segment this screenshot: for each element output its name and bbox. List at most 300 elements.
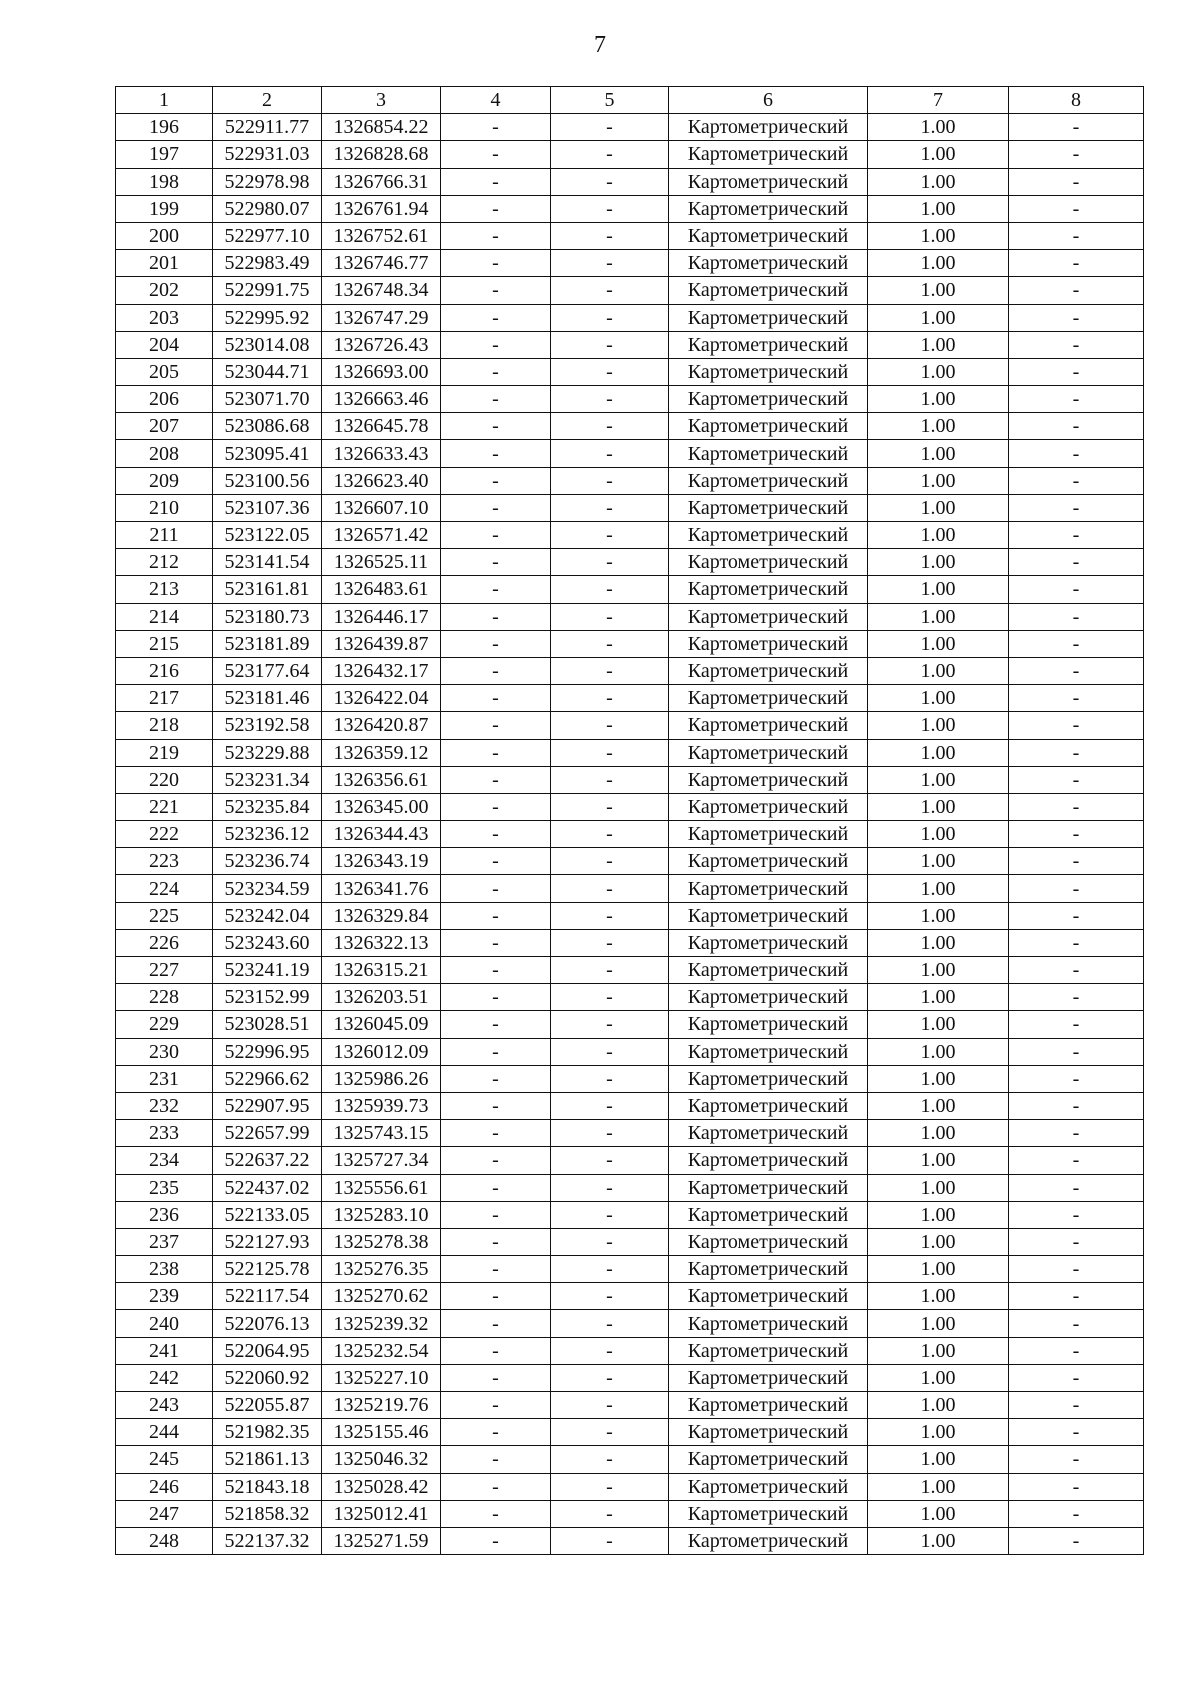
table-cell: - [1009, 1419, 1144, 1446]
table-cell: 1.00 [868, 657, 1009, 684]
table-cell: Картометрический [669, 168, 868, 195]
table-cell: 1.00 [868, 1337, 1009, 1364]
table-row [116, 250, 1144, 277]
table-cell: - [551, 929, 669, 956]
table-cell: - [1009, 1174, 1144, 1201]
table-cell: Картометрический [669, 630, 868, 657]
table-cell: 1.00 [868, 467, 1009, 494]
table-row [116, 1419, 1144, 1446]
table-cell: - [551, 440, 669, 467]
table-cell: - [441, 821, 551, 848]
table-cell: Картометрический [669, 114, 868, 141]
table-cell: Картометрический [669, 1174, 868, 1201]
table-cell: - [1009, 1283, 1144, 1310]
table-cell: - [551, 114, 669, 141]
table-cell: 1.00 [868, 603, 1009, 630]
table-cell: 1.00 [868, 277, 1009, 304]
table-cell: Картометрический [669, 957, 868, 984]
table-row [116, 1283, 1144, 1310]
table-cell: Картометрический [669, 1527, 868, 1554]
table-cell: Картометрический [669, 195, 868, 222]
table-cell: - [1009, 1092, 1144, 1119]
table-row [116, 1310, 1144, 1337]
table-cell: 522983.49 [213, 250, 322, 277]
table-cell: Картометрический [669, 739, 868, 766]
table-cell: 522133.05 [213, 1201, 322, 1228]
table-cell: 1.00 [868, 494, 1009, 521]
table-cell: 242 [116, 1364, 213, 1391]
table-cell: Картометрический [669, 1500, 868, 1527]
table-row [116, 739, 1144, 766]
table-cell: 1.00 [868, 1228, 1009, 1255]
table-cell: - [551, 1174, 669, 1201]
table-cell: - [551, 331, 669, 358]
table-cell: - [551, 277, 669, 304]
table-cell: - [551, 685, 669, 712]
table-row [116, 1174, 1144, 1201]
table-cell: 1.00 [868, 1011, 1009, 1038]
table-cell: - [1009, 1038, 1144, 1065]
table-cell: - [1009, 467, 1144, 494]
table-cell: Картометрический [669, 440, 868, 467]
table-cell: - [551, 576, 669, 603]
table-cell: - [1009, 250, 1144, 277]
table-header-row [116, 87, 1144, 114]
table-cell: 1.00 [868, 929, 1009, 956]
table-row [116, 413, 1144, 440]
table-cell: 228 [116, 984, 213, 1011]
table-row [116, 685, 1144, 712]
table-cell: 197 [116, 141, 213, 168]
table-cell: 1326483.61 [322, 576, 441, 603]
table-cell: Картометрический [669, 331, 868, 358]
column-header: 8 [1009, 87, 1144, 114]
table-cell: 1326045.09 [322, 1011, 441, 1038]
table-cell: 204 [116, 331, 213, 358]
table-row [116, 141, 1144, 168]
table-cell: - [1009, 1065, 1144, 1092]
table-cell: - [551, 1473, 669, 1500]
table-cell: 1326012.09 [322, 1038, 441, 1065]
table-cell: Картометрический [669, 1256, 868, 1283]
table-cell: - [441, 114, 551, 141]
table-cell: 1.00 [868, 576, 1009, 603]
table-cell: 522055.87 [213, 1392, 322, 1419]
table-cell: 522060.92 [213, 1364, 322, 1391]
table-cell: 1325986.26 [322, 1065, 441, 1092]
table-cell: 1326693.00 [322, 358, 441, 385]
table-cell: 215 [116, 630, 213, 657]
table-cell: Картометрический [669, 222, 868, 249]
table-cell: - [551, 1500, 669, 1527]
table-cell: Картометрический [669, 793, 868, 820]
table-cell: 1325727.34 [322, 1147, 441, 1174]
table-cell: - [551, 386, 669, 413]
table-cell: - [551, 141, 669, 168]
table-row [116, 168, 1144, 195]
table-cell: - [1009, 358, 1144, 385]
table-cell: Картометрический [669, 576, 868, 603]
table-cell: - [551, 603, 669, 630]
table-cell: - [441, 1337, 551, 1364]
table-cell: 210 [116, 494, 213, 521]
table-cell: 1.00 [868, 1310, 1009, 1337]
table-cell: 205 [116, 358, 213, 385]
table-cell: - [1009, 522, 1144, 549]
table-row [116, 630, 1144, 657]
column-header: 3 [322, 87, 441, 114]
table-cell: 1.00 [868, 1038, 1009, 1065]
table-cell: 522966.62 [213, 1065, 322, 1092]
table-cell: - [1009, 1337, 1144, 1364]
table-cell: 1.00 [868, 114, 1009, 141]
table-cell: 1.00 [868, 793, 1009, 820]
table-cell: - [441, 1310, 551, 1337]
table-cell: Картометрический [669, 766, 868, 793]
table-cell: 232 [116, 1092, 213, 1119]
table-cell: 523241.19 [213, 957, 322, 984]
table-cell: Картометрический [669, 467, 868, 494]
table-cell: 1.00 [868, 821, 1009, 848]
column-header: 5 [551, 87, 669, 114]
table-row [116, 1147, 1144, 1174]
table-cell: 207 [116, 413, 213, 440]
table-cell: 1326422.04 [322, 685, 441, 712]
table-cell: 522127.93 [213, 1228, 322, 1255]
table-cell: 244 [116, 1419, 213, 1446]
table-cell: Картометрический [669, 386, 868, 413]
table-cell: - [551, 304, 669, 331]
table-row [116, 1201, 1144, 1228]
table-cell: 1326203.51 [322, 984, 441, 1011]
table-cell: - [1009, 277, 1144, 304]
table-cell: 203 [116, 304, 213, 331]
table-cell: - [551, 413, 669, 440]
table-row [116, 1392, 1144, 1419]
table-cell: 1.00 [868, 413, 1009, 440]
table-cell: 522117.54 [213, 1283, 322, 1310]
table-cell: - [441, 1011, 551, 1038]
table-cell: Картометрический [669, 685, 868, 712]
table-cell: - [1009, 1473, 1144, 1500]
table-cell: - [441, 957, 551, 984]
table-cell: Картометрический [669, 875, 868, 902]
table-cell: 245 [116, 1446, 213, 1473]
table-cell: - [551, 1392, 669, 1419]
table-cell: - [551, 168, 669, 195]
table-cell: Картометрический [669, 1201, 868, 1228]
table-cell: - [551, 984, 669, 1011]
table-cell: 1326726.43 [322, 331, 441, 358]
table-cell: 522911.77 [213, 114, 322, 141]
table-cell: 523181.46 [213, 685, 322, 712]
table-cell: 200 [116, 222, 213, 249]
table-cell: - [551, 1310, 669, 1337]
table-cell: - [1009, 331, 1144, 358]
table-row [116, 875, 1144, 902]
table-cell: Картометрический [669, 1065, 868, 1092]
table-cell: - [551, 1337, 669, 1364]
table-cell: 1325155.46 [322, 1419, 441, 1446]
table-row [116, 304, 1144, 331]
table-cell: 1325239.32 [322, 1310, 441, 1337]
table-row [116, 1446, 1144, 1473]
table-cell: 1.00 [868, 304, 1009, 331]
table-cell: - [441, 1038, 551, 1065]
table-row [116, 1500, 1144, 1527]
table-cell: 230 [116, 1038, 213, 1065]
table-row [116, 576, 1144, 603]
table-cell: - [1009, 1500, 1144, 1527]
table-cell: - [551, 739, 669, 766]
table-cell: Картометрический [669, 1011, 868, 1038]
table-cell: 521843.18 [213, 1473, 322, 1500]
table-cell: - [441, 1092, 551, 1119]
table-cell: 247 [116, 1500, 213, 1527]
table-cell: 1326432.17 [322, 657, 441, 684]
table-cell: 235 [116, 1174, 213, 1201]
table-cell: 1.00 [868, 630, 1009, 657]
table-cell: Картометрический [669, 1473, 868, 1500]
table-cell: - [1009, 1147, 1144, 1174]
table-cell: 237 [116, 1228, 213, 1255]
table-cell: 1.00 [868, 1419, 1009, 1446]
table-cell: Картометрический [669, 277, 868, 304]
table-row [116, 1120, 1144, 1147]
table-cell: 199 [116, 195, 213, 222]
table-cell: - [441, 793, 551, 820]
table-row [116, 712, 1144, 739]
table-cell: - [441, 277, 551, 304]
table-cell: - [551, 1011, 669, 1038]
table-cell: - [441, 685, 551, 712]
table-row [116, 1011, 1144, 1038]
table-cell: - [551, 766, 669, 793]
table-cell: 211 [116, 522, 213, 549]
table-cell: - [551, 1256, 669, 1283]
table-cell: 522980.07 [213, 195, 322, 222]
table-cell: 1326356.61 [322, 766, 441, 793]
table-cell: 226 [116, 929, 213, 956]
table-cell: 236 [116, 1201, 213, 1228]
table-cell: Картометрический [669, 1038, 868, 1065]
table-cell: - [1009, 875, 1144, 902]
table-row [116, 222, 1144, 249]
table-cell: 1.00 [868, 1201, 1009, 1228]
table-cell: - [551, 657, 669, 684]
table-cell: - [551, 195, 669, 222]
table-cell: 241 [116, 1337, 213, 1364]
table-cell: 522657.99 [213, 1120, 322, 1147]
table-cell: - [1009, 386, 1144, 413]
table-cell: 239 [116, 1283, 213, 1310]
table-cell: - [551, 1527, 669, 1554]
table-cell: 1326607.10 [322, 494, 441, 521]
table-row [116, 603, 1144, 630]
table-cell: 219 [116, 739, 213, 766]
table-cell: 522907.95 [213, 1092, 322, 1119]
table-cell: 523122.05 [213, 522, 322, 549]
table-cell: 233 [116, 1120, 213, 1147]
table-cell: - [551, 1147, 669, 1174]
table-cell: 1325028.42 [322, 1473, 441, 1500]
table-cell: - [551, 793, 669, 820]
table-cell: - [1009, 603, 1144, 630]
table-cell: Картометрический [669, 1446, 868, 1473]
table-cell: 223 [116, 848, 213, 875]
column-header: 2 [213, 87, 322, 114]
table-cell: - [551, 467, 669, 494]
table-row [116, 929, 1144, 956]
table-cell: 523028.51 [213, 1011, 322, 1038]
table-cell: - [1009, 222, 1144, 249]
table-cell: - [551, 222, 669, 249]
table-cell: - [441, 1201, 551, 1228]
table-cell: - [441, 1419, 551, 1446]
table-cell: 224 [116, 875, 213, 902]
table-cell: Картометрический [669, 250, 868, 277]
table-cell: 240 [116, 1310, 213, 1337]
table-cell: 1326828.68 [322, 141, 441, 168]
table-cell: 227 [116, 957, 213, 984]
table-cell: - [551, 712, 669, 739]
table-cell: 1.00 [868, 1473, 1009, 1500]
table-cell: 234 [116, 1147, 213, 1174]
table-cell: 523086.68 [213, 413, 322, 440]
table-cell: 1326344.43 [322, 821, 441, 848]
table-cell: - [551, 1228, 669, 1255]
table-cell: - [441, 141, 551, 168]
table-cell: 206 [116, 386, 213, 413]
table-cell: 1326315.21 [322, 957, 441, 984]
table-row [116, 494, 1144, 521]
table-cell: 1326645.78 [322, 413, 441, 440]
table-cell: - [441, 250, 551, 277]
table-cell: - [1009, 739, 1144, 766]
table-cell: - [551, 494, 669, 521]
table-row [116, 386, 1144, 413]
table-cell: - [551, 549, 669, 576]
table-cell: 231 [116, 1065, 213, 1092]
table-cell: - [551, 250, 669, 277]
table-cell: 229 [116, 1011, 213, 1038]
column-header: 7 [868, 87, 1009, 114]
table-cell: 523236.12 [213, 821, 322, 848]
table-cell: - [1009, 304, 1144, 331]
table-cell: - [441, 413, 551, 440]
table-cell: - [1009, 1310, 1144, 1337]
table-cell: 1326322.13 [322, 929, 441, 956]
table-cell: 1.00 [868, 766, 1009, 793]
table-cell: - [441, 331, 551, 358]
table-cell: 523236.74 [213, 848, 322, 875]
column-header: 6 [669, 87, 868, 114]
table-cell: Картометрический [669, 1228, 868, 1255]
table-cell: 1.00 [868, 168, 1009, 195]
table-cell: Картометрический [669, 984, 868, 1011]
table-cell: 522137.32 [213, 1527, 322, 1554]
table-cell: 1.00 [868, 522, 1009, 549]
table-cell: - [441, 576, 551, 603]
table-cell: 225 [116, 902, 213, 929]
table-cell: - [551, 1419, 669, 1446]
table-cell: 216 [116, 657, 213, 684]
table-cell: Картометрический [669, 304, 868, 331]
table-cell: 1.00 [868, 1446, 1009, 1473]
table-cell: 1326761.94 [322, 195, 441, 222]
table-cell: 1.00 [868, 1364, 1009, 1391]
table-cell: - [1009, 902, 1144, 929]
table-cell: - [441, 848, 551, 875]
table-cell: Картометрический [669, 494, 868, 521]
table-cell: - [1009, 195, 1144, 222]
table-cell: - [441, 875, 551, 902]
table-cell: Картометрический [669, 1147, 868, 1174]
table-cell: 1325276.35 [322, 1256, 441, 1283]
table-cell: 1326623.40 [322, 467, 441, 494]
table-cell: 1326345.00 [322, 793, 441, 820]
coordinates-table [115, 86, 1144, 1555]
table-cell: 209 [116, 467, 213, 494]
table-cell: Картометрический [669, 902, 868, 929]
table-cell: 1325271.59 [322, 1527, 441, 1554]
table-cell: 523152.99 [213, 984, 322, 1011]
table-cell: - [441, 1446, 551, 1473]
table-cell: - [551, 1364, 669, 1391]
table-row [116, 195, 1144, 222]
table-row [116, 331, 1144, 358]
table-row [116, 522, 1144, 549]
table-cell: - [441, 1228, 551, 1255]
table-cell: - [551, 957, 669, 984]
table-cell: 1.00 [868, 1092, 1009, 1119]
table-cell: - [441, 630, 551, 657]
table-cell: 523180.73 [213, 603, 322, 630]
table-cell: 522991.75 [213, 277, 322, 304]
table-cell: Картометрический [669, 1364, 868, 1391]
table-cell: Картометрический [669, 522, 868, 549]
table-cell: - [1009, 929, 1144, 956]
table-cell: - [441, 1120, 551, 1147]
table-cell: - [441, 712, 551, 739]
table-cell: Картометрический [669, 1310, 868, 1337]
table-cell: 522978.98 [213, 168, 322, 195]
table-cell: - [441, 1065, 551, 1092]
table-cell: 523235.84 [213, 793, 322, 820]
table-cell: 1326571.42 [322, 522, 441, 549]
table-cell: 1326359.12 [322, 739, 441, 766]
table-cell: - [441, 440, 551, 467]
table-cell: - [441, 984, 551, 1011]
table-cell: 1326747.29 [322, 304, 441, 331]
table-cell: 1325939.73 [322, 1092, 441, 1119]
table-cell: Картометрический [669, 1092, 868, 1119]
table-cell: - [441, 1473, 551, 1500]
table-cell: - [1009, 957, 1144, 984]
table-cell: 1.00 [868, 386, 1009, 413]
table-cell: Картометрический [669, 657, 868, 684]
table-row [116, 1065, 1144, 1092]
table-cell: 1.00 [868, 141, 1009, 168]
table-cell: Картометрический [669, 1337, 868, 1364]
table-cell: 208 [116, 440, 213, 467]
table-cell: 1.00 [868, 712, 1009, 739]
table-cell: 1.00 [868, 1065, 1009, 1092]
table-cell: 523044.71 [213, 358, 322, 385]
table-row [116, 1256, 1144, 1283]
table-cell: - [1009, 1527, 1144, 1554]
table-cell: - [1009, 630, 1144, 657]
